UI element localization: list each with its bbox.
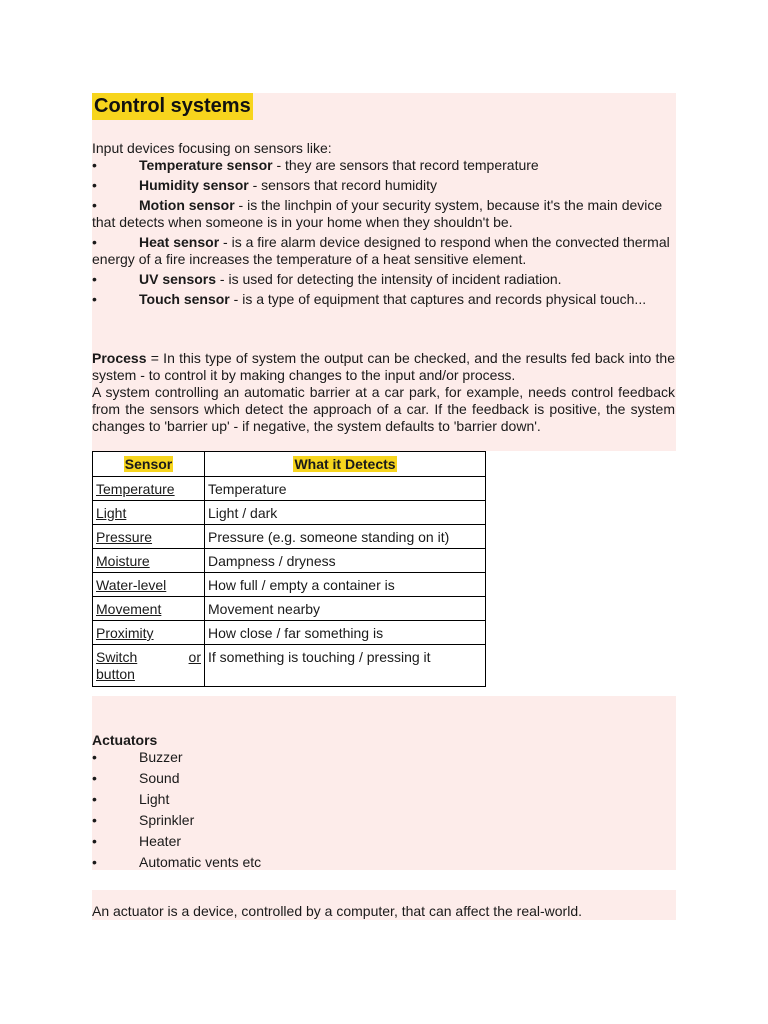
process-paragraph <box>92 350 675 435</box>
sensor-desc: - sensors that record humidity <box>248 177 437 193</box>
sensor-link[interactable]: Movement <box>93 597 205 621</box>
list-item <box>92 197 676 231</box>
list-item: • Buzzer <box>92 749 183 765</box>
bullet-icon: • <box>92 749 97 765</box>
sensor-link[interactable]: Light <box>93 501 205 525</box>
list-item: • Sprinkler <box>92 812 195 828</box>
column-header-detects: What it Detects <box>205 452 486 477</box>
process-text: = In this type of system the output can be checked, and the results fed back into the system - to control it by making changes to the input and/or process. <box>92 350 675 383</box>
table-row <box>93 501 486 525</box>
bullet-icon: • <box>92 791 97 807</box>
sensor-link[interactable]: Proximity <box>93 621 205 645</box>
detects-cell: Temperature <box>205 477 486 501</box>
bullet-icon: • <box>92 177 97 193</box>
bullet-icon: • <box>92 812 97 828</box>
list-item <box>92 291 676 308</box>
sensor-desc: - is a fire alarm device designed to respond when the convected thermal energy of a fire increases the temperature of a heat sensitive element. <box>92 234 670 267</box>
sensor-link[interactable]: Water-level <box>93 573 205 597</box>
sensor-name: Touch sensor <box>139 291 230 307</box>
list-item: • Heater <box>92 833 182 849</box>
sensor-link[interactable]: Moisture <box>93 549 205 573</box>
table-row <box>93 477 486 501</box>
detects-cell: How full / empty a container is <box>205 573 486 597</box>
sensor-desc: - they are sensors that record temperature <box>272 157 539 173</box>
sensor-name: Motion sensor <box>139 197 235 213</box>
table-header-row <box>93 452 486 477</box>
sensor-table <box>92 451 486 687</box>
actuator-list <box>92 749 676 875</box>
list-item <box>92 234 676 268</box>
sensor-name: Temperature sensor <box>139 157 273 173</box>
list-item: • Sound <box>92 770 180 786</box>
list-item <box>92 157 676 174</box>
sensor-link[interactable]: Temperature <box>93 477 205 501</box>
bullet-icon: • <box>92 197 97 213</box>
sensor-desc: - is the linchpin of your security system, because it's the main device that detects when someone is in your home when they shouldn't be. <box>92 197 663 230</box>
list-item: • Automatic vents etc <box>92 854 262 870</box>
process-label: Process <box>92 350 147 366</box>
page-title: Control systems <box>92 93 253 120</box>
sensor-link[interactable]: Pressure <box>93 525 205 549</box>
sensor-name: UV sensors <box>139 271 217 287</box>
bullet-icon: • <box>92 833 97 849</box>
sensor-desc: - is used for detecting the intensity of incident radiation. <box>216 271 562 287</box>
actuators-heading: Actuators <box>92 732 158 748</box>
table-row <box>93 525 486 549</box>
sensor-name: Heat sensor <box>139 234 220 250</box>
table-row <box>93 597 486 621</box>
sensor-list <box>92 157 676 311</box>
list-item <box>92 177 676 194</box>
list-item <box>92 271 676 288</box>
process-example: A system controlling an automatic barrier at a car park, for example, needs control feedback from the sensors which detect the approach of a car. If the feedback is positive, the system changes to 'barrier up' - if negative, the system defaults to 'barrier down'. <box>92 384 675 434</box>
detects-cell: How close / far something is <box>205 621 486 645</box>
sensor-desc: - is a type of equipment that captures and records physical touch... <box>229 291 647 307</box>
detects-cell: Light / dark <box>205 501 486 525</box>
intro-text: Input devices focusing on sensors like: <box>92 140 332 156</box>
detects-cell: If something is touching / pressing it <box>205 645 486 687</box>
bullet-icon: • <box>92 234 97 250</box>
detects-cell: Dampness / dryness <box>205 549 486 573</box>
table-row <box>93 645 486 687</box>
sensor-link-switch[interactable]: Switch or button <box>93 645 205 687</box>
table-row <box>93 573 486 597</box>
detects-cell: Pressure (e.g. someone standing on it) <box>205 525 486 549</box>
bullet-icon: • <box>92 770 97 786</box>
bullet-icon: • <box>92 854 97 870</box>
bullet-icon: • <box>92 157 97 173</box>
list-item: • Light <box>92 791 170 807</box>
bullet-icon: • <box>92 271 97 287</box>
bullet-icon: • <box>92 291 97 307</box>
sensor-name: Humidity sensor <box>139 177 249 193</box>
column-header-sensor: Sensor <box>93 452 205 477</box>
detects-cell: Movement nearby <box>205 597 486 621</box>
table-row <box>93 621 486 645</box>
footer-text: An actuator is a device, controlled by a computer, that can affect the real-world. <box>92 903 583 919</box>
table-row <box>93 549 486 573</box>
